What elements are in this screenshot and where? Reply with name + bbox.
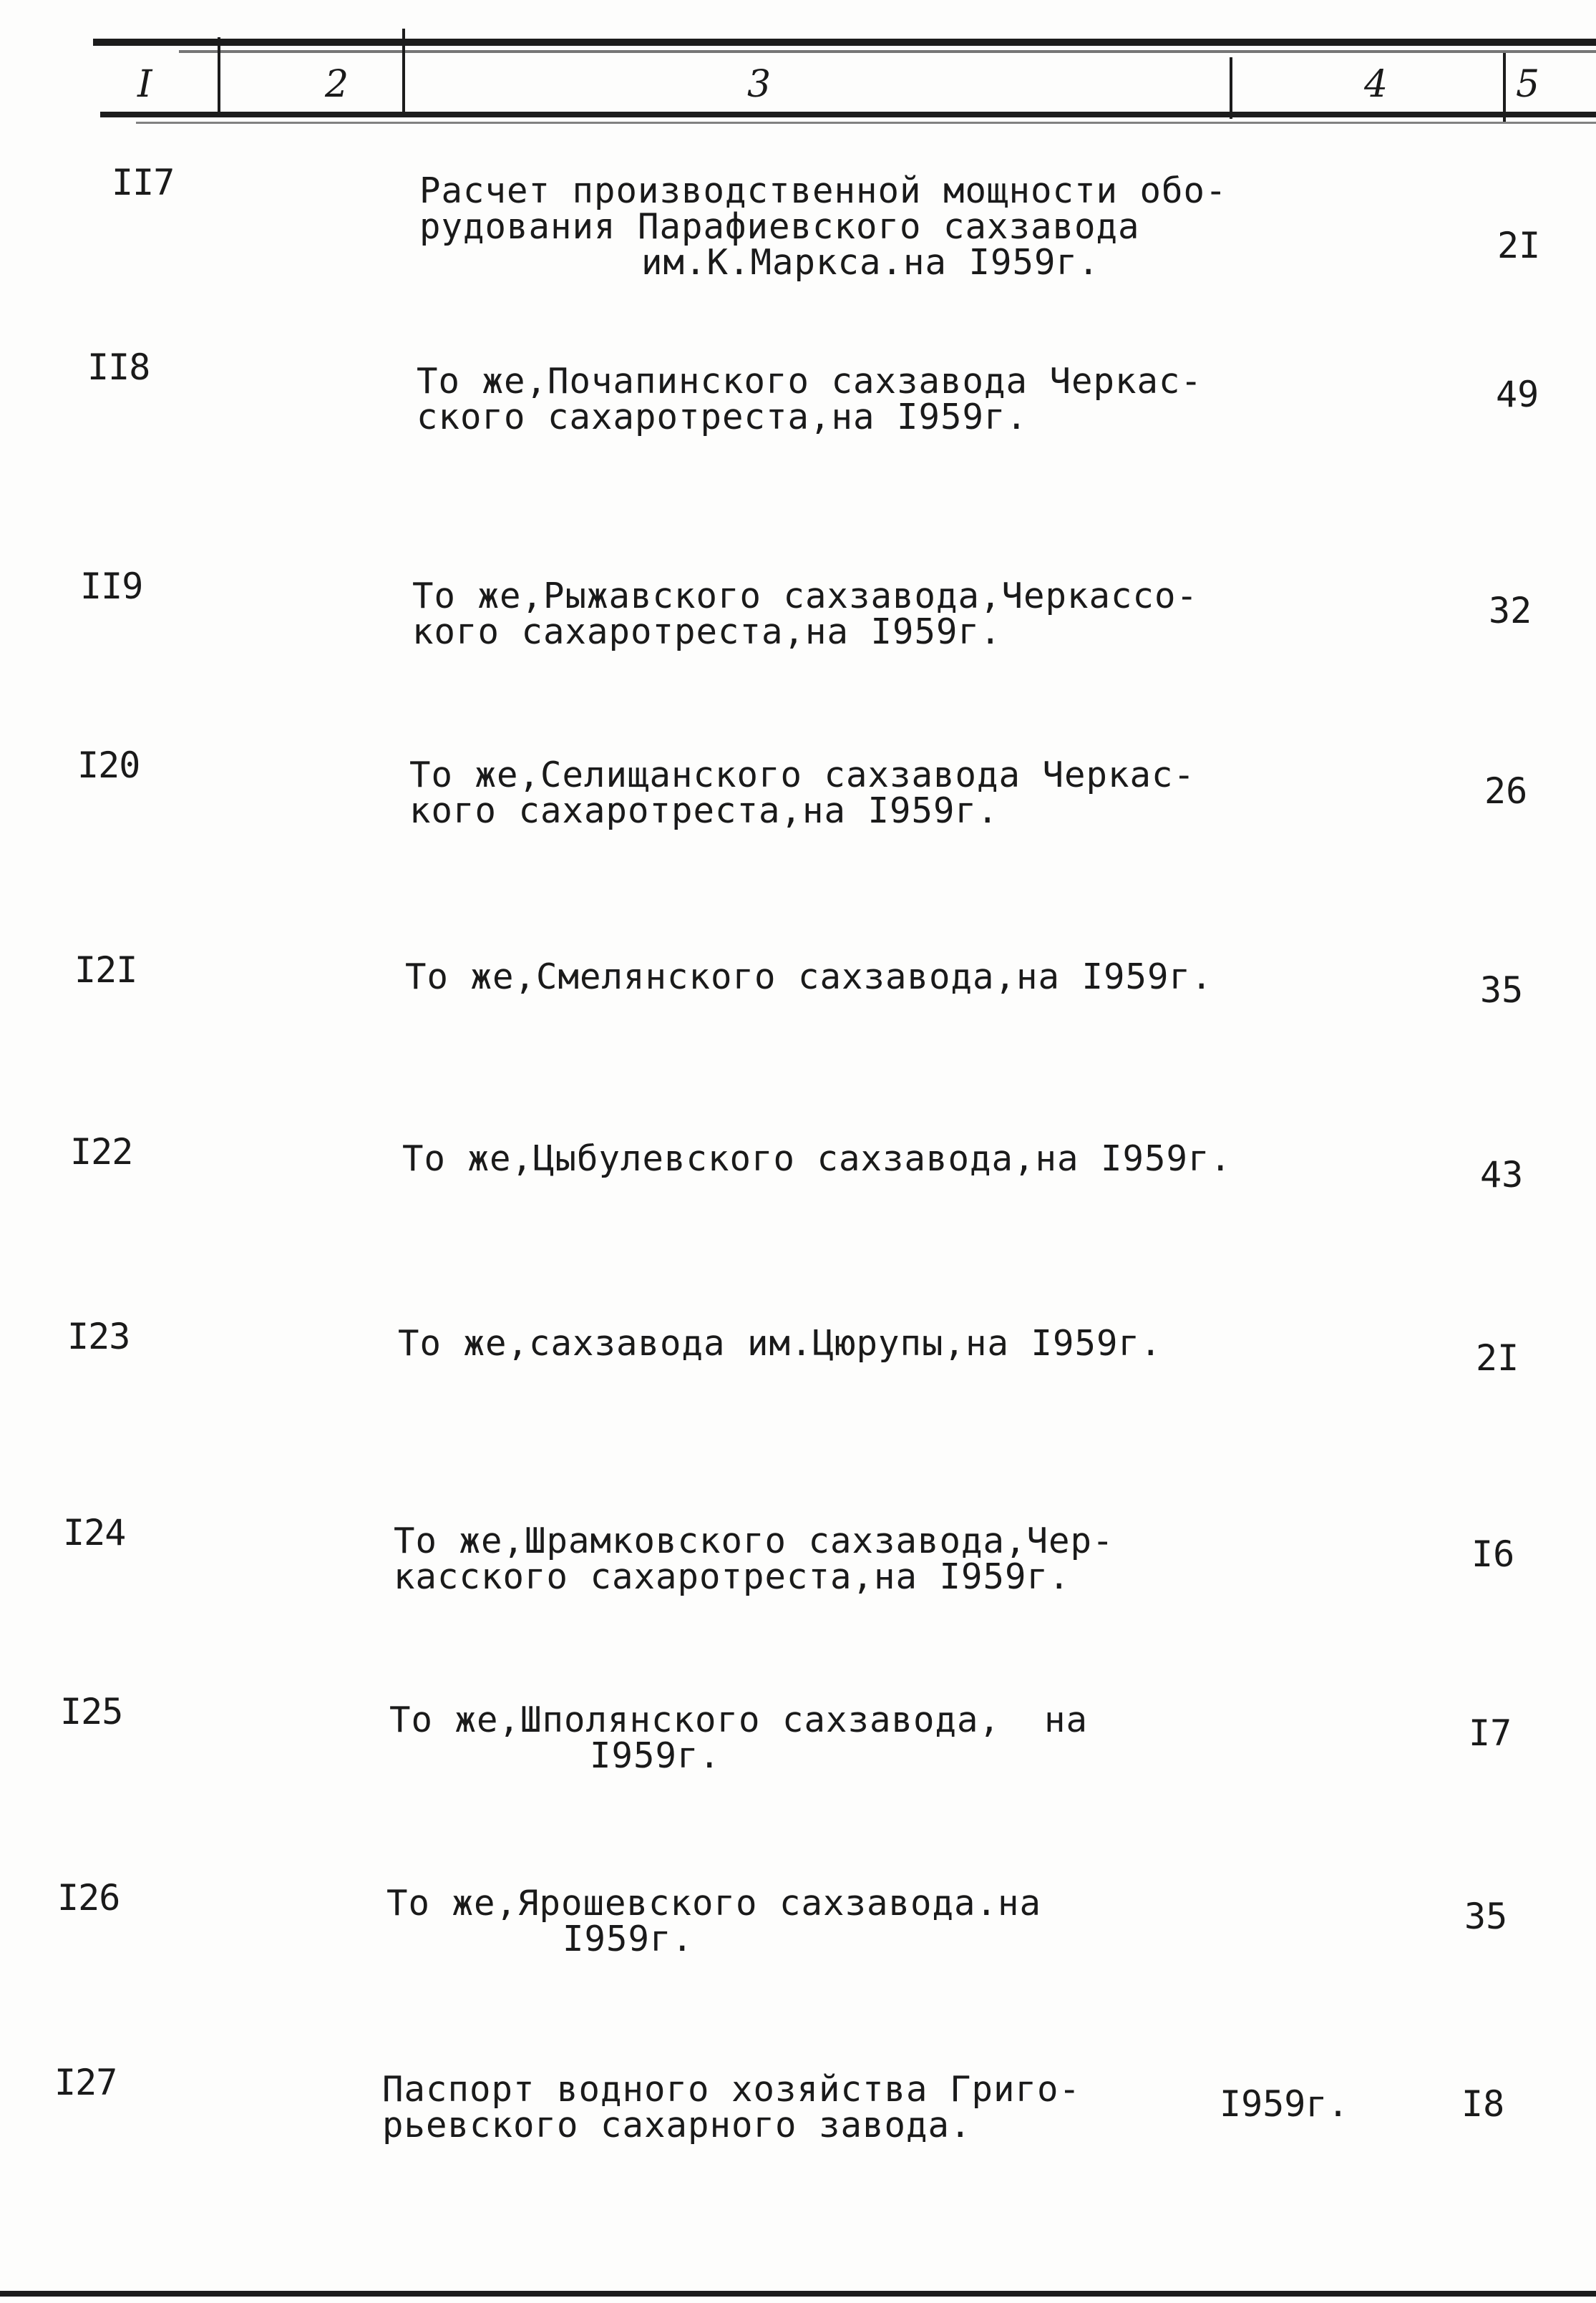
item-description-line: кого сахаротреста,на I959г. xyxy=(412,611,1002,652)
item-description-line: I959г. xyxy=(563,1919,694,1959)
item-date: I959г. xyxy=(1220,2083,1349,2125)
item-description-line: I959г. xyxy=(590,1735,721,1776)
item-description-line: кого сахаротреста,на I959г. xyxy=(409,790,999,831)
header-bottom-rule xyxy=(100,112,1596,117)
item-description-line: То же,Цыбулевского сахзавода,на I959г. xyxy=(402,1138,1232,1179)
page-count: 35 xyxy=(1464,1896,1508,1937)
header-top-rule xyxy=(93,39,1596,46)
item-number: I2I xyxy=(74,949,137,991)
page-count: I8 xyxy=(1461,2083,1505,2125)
item-description-line: им.К.Маркса.на I959г. xyxy=(641,242,1100,283)
column-header-2: 2 xyxy=(325,63,349,106)
page-count: 43 xyxy=(1480,1154,1524,1196)
item-description-line: То же,Селищанского сахзавода Черкас- xyxy=(409,755,1196,795)
header-bottom-rule-secondary xyxy=(136,122,1596,124)
column-divider-4 xyxy=(1503,53,1506,122)
item-description-line: Паспорт водного хозяйства Григо- xyxy=(382,2069,1081,2110)
item-number: II8 xyxy=(87,346,150,388)
page-count: 35 xyxy=(1480,969,1524,1011)
header-top-rule-secondary xyxy=(179,50,1596,53)
item-description-line: То же,сахзавода им.Цюрупы,на I959г. xyxy=(398,1323,1162,1364)
column-divider-2 xyxy=(402,29,405,116)
item-description-line: То же,Шполянского сахзавода, на xyxy=(389,1700,1089,1740)
item-description-line: ского сахаротреста,на I959г. xyxy=(417,397,1028,437)
page-count: I7 xyxy=(1469,1712,1512,1754)
item-number: II9 xyxy=(80,566,143,607)
item-number: I22 xyxy=(70,1131,133,1173)
item-description-line: То же,Смелянского сахзавода,на I959г. xyxy=(405,956,1213,997)
column-header-5: 5 xyxy=(1516,63,1540,106)
item-description-line: касского сахаротреста,на I959г. xyxy=(394,1556,1071,1597)
item-number: I20 xyxy=(77,745,140,786)
page-bottom-rule xyxy=(0,2291,1596,2297)
page-count: 49 xyxy=(1496,374,1539,415)
column-header-3: 3 xyxy=(747,63,772,106)
item-number: I25 xyxy=(60,1691,123,1732)
item-number: I26 xyxy=(57,1877,120,1919)
column-divider-3 xyxy=(1230,57,1232,119)
item-description-line: Расчет производственной мощности обо- xyxy=(419,170,1227,211)
item-description-line: рьевского сахарного завода. xyxy=(382,2105,972,2146)
item-description-line: То же,Шрамковского сахзавода,Чер- xyxy=(394,1521,1114,1561)
item-description-line: рудования Парафиевского сахзавода xyxy=(419,206,1140,247)
item-number: I24 xyxy=(63,1512,126,1553)
page-count: I6 xyxy=(1471,1533,1515,1575)
column-divider-1 xyxy=(218,37,220,115)
page-count: 2I xyxy=(1497,225,1541,266)
item-description-line: То же,Почапинского сахзавода Черкас- xyxy=(417,361,1203,402)
item-description-line: То же,Рыжавского сахзавода,Черкассо- xyxy=(412,576,1199,616)
item-description-line: То же,Ярошевского сахзавода.на xyxy=(386,1883,1042,1924)
column-header-4: 4 xyxy=(1364,63,1388,106)
item-number: I27 xyxy=(54,2062,117,2103)
column-header-1: I xyxy=(137,63,152,106)
item-number: II7 xyxy=(112,162,175,203)
page-count: 32 xyxy=(1489,590,1532,631)
item-number: I23 xyxy=(67,1316,130,1357)
page-count: 26 xyxy=(1484,770,1528,812)
page-count: 2I xyxy=(1476,1337,1519,1379)
